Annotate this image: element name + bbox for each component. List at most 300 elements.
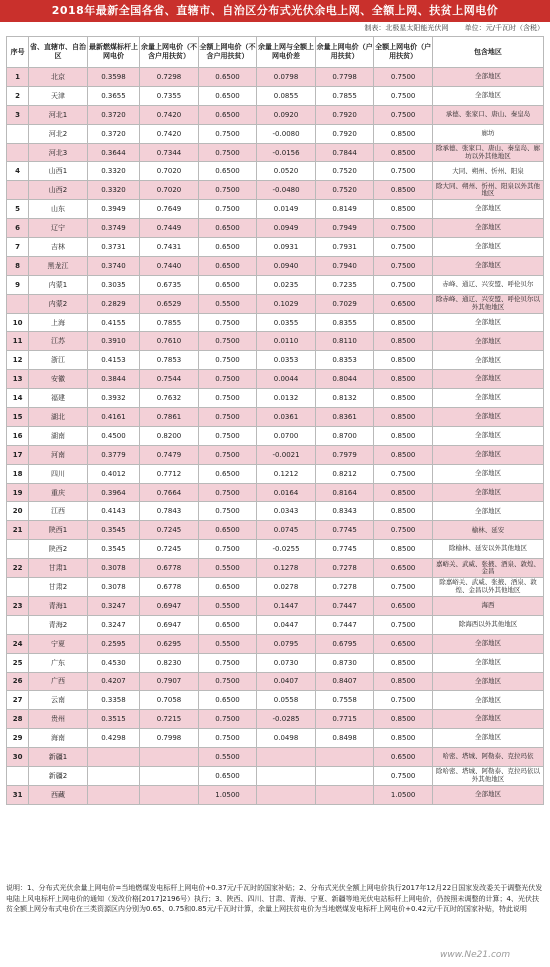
surplus-price: 0.6295 bbox=[140, 634, 199, 653]
area-text: 全部地区 bbox=[432, 68, 543, 87]
coal-price: 0.3720 bbox=[87, 124, 139, 143]
surplus-price: 0.6778 bbox=[140, 559, 199, 578]
coal-price: 0.3598 bbox=[87, 68, 139, 87]
table-row bbox=[7, 332, 544, 351]
row-number: 15 bbox=[7, 408, 29, 427]
price-diff: 0.0931 bbox=[257, 238, 316, 257]
surplus-poverty-price: 0.8164 bbox=[315, 483, 374, 502]
full-price: 0.5500 bbox=[198, 748, 257, 767]
row-number bbox=[7, 540, 29, 559]
price-diff: 0.0355 bbox=[257, 313, 316, 332]
province-name: 新疆2 bbox=[29, 766, 88, 785]
price-diff: -0.0080 bbox=[257, 124, 316, 143]
coal-price: 0.3247 bbox=[87, 615, 139, 634]
table-row bbox=[7, 578, 544, 597]
surplus-poverty-price: 0.7278 bbox=[315, 559, 374, 578]
price-diff: 0.0795 bbox=[257, 634, 316, 653]
table-row bbox=[7, 748, 544, 767]
coal-price: 0.3358 bbox=[87, 691, 139, 710]
full-poverty-price: 0.7500 bbox=[374, 256, 433, 275]
surplus-price: 0.7245 bbox=[140, 521, 199, 540]
price-diff: 0.1212 bbox=[257, 464, 316, 483]
header-surplus-poverty: 余量上网电价（户用扶贫） bbox=[315, 37, 374, 68]
province-name: 新疆1 bbox=[29, 748, 88, 767]
surplus-price: 0.7855 bbox=[140, 313, 199, 332]
surplus-price: 0.7344 bbox=[140, 143, 199, 162]
row-number bbox=[7, 143, 29, 162]
surplus-price: 0.7449 bbox=[140, 219, 199, 238]
price-diff: 0.0520 bbox=[257, 162, 316, 181]
full-poverty-price: 0.8500 bbox=[374, 332, 433, 351]
row-number bbox=[7, 181, 29, 200]
coal-price: 0.2595 bbox=[87, 634, 139, 653]
full-poverty-price: 0.8500 bbox=[374, 729, 433, 748]
area-text: 全部地区 bbox=[432, 445, 543, 464]
province-name: 陕西1 bbox=[29, 521, 88, 540]
table-row bbox=[7, 521, 544, 540]
province-name: 西藏 bbox=[29, 785, 88, 804]
full-price: 0.7500 bbox=[198, 483, 257, 502]
row-number: 16 bbox=[7, 426, 29, 445]
coal-price bbox=[87, 748, 139, 767]
electricity-price-table bbox=[6, 36, 544, 805]
full-poverty-price: 0.7500 bbox=[374, 275, 433, 294]
surplus-poverty-price: 0.7520 bbox=[315, 181, 374, 200]
area-text: 全部地区 bbox=[432, 332, 543, 351]
surplus-poverty-price: 0.7940 bbox=[315, 256, 374, 275]
surplus-price: 0.7215 bbox=[140, 710, 199, 729]
full-poverty-price: 0.8500 bbox=[374, 200, 433, 219]
table-row bbox=[7, 672, 544, 691]
surplus-price: 0.7420 bbox=[140, 124, 199, 143]
full-price: 0.6500 bbox=[198, 521, 257, 540]
surplus-poverty-price: 0.8407 bbox=[315, 672, 374, 691]
coal-price: 0.3655 bbox=[87, 86, 139, 105]
surplus-price: 0.7058 bbox=[140, 691, 199, 710]
surplus-price: 0.7907 bbox=[140, 672, 199, 691]
full-price: 0.7500 bbox=[198, 502, 257, 521]
province-name: 安徽 bbox=[29, 370, 88, 389]
row-number: 7 bbox=[7, 238, 29, 257]
full-price: 0.6500 bbox=[198, 256, 257, 275]
price-diff bbox=[257, 766, 316, 785]
area-text: 廊坊 bbox=[432, 124, 543, 143]
coal-price: 0.3779 bbox=[87, 445, 139, 464]
full-poverty-price: 0.7500 bbox=[374, 238, 433, 257]
row-number: 3 bbox=[7, 105, 29, 124]
full-poverty-price: 0.8500 bbox=[374, 389, 433, 408]
full-price: 0.7500 bbox=[198, 389, 257, 408]
row-number: 30 bbox=[7, 748, 29, 767]
full-price: 1.0500 bbox=[198, 785, 257, 804]
full-price: 0.7500 bbox=[198, 445, 257, 464]
surplus-poverty-price: 0.7931 bbox=[315, 238, 374, 257]
surplus-poverty-price: 0.7745 bbox=[315, 521, 374, 540]
province-name: 黑龙江 bbox=[29, 256, 88, 275]
surplus-poverty-price: 0.7798 bbox=[315, 68, 374, 87]
surplus-price bbox=[140, 748, 199, 767]
table-row bbox=[7, 785, 544, 804]
coal-price: 0.3515 bbox=[87, 710, 139, 729]
surplus-poverty-price: 0.7979 bbox=[315, 445, 374, 464]
area-text: 全部地区 bbox=[432, 729, 543, 748]
table-row bbox=[7, 710, 544, 729]
surplus-poverty-price: 0.8110 bbox=[315, 332, 374, 351]
surplus-price bbox=[140, 785, 199, 804]
area-text: 海西 bbox=[432, 596, 543, 615]
surplus-price: 0.7861 bbox=[140, 408, 199, 427]
row-number: 14 bbox=[7, 389, 29, 408]
surplus-price: 0.7298 bbox=[140, 68, 199, 87]
area-text: 承德、张家口、唐山、秦皇岛 bbox=[432, 105, 543, 124]
full-poverty-price: 0.8500 bbox=[374, 710, 433, 729]
full-price: 0.6500 bbox=[198, 105, 257, 124]
province-name: 广西 bbox=[29, 672, 88, 691]
province-name: 天津 bbox=[29, 86, 88, 105]
full-price: 0.7500 bbox=[198, 408, 257, 427]
coal-price: 0.3964 bbox=[87, 483, 139, 502]
table-row bbox=[7, 313, 544, 332]
unit-label: 单位：元/千瓦时（含税） bbox=[464, 24, 544, 32]
header-province: 省、直辖市、自治区 bbox=[29, 37, 88, 68]
full-poverty-price: 0.6500 bbox=[374, 748, 433, 767]
coal-price: 0.3545 bbox=[87, 521, 139, 540]
full-price: 0.5500 bbox=[198, 294, 257, 313]
surplus-price: 0.6947 bbox=[140, 615, 199, 634]
price-diff: -0.0480 bbox=[257, 181, 316, 200]
province-name: 湖北 bbox=[29, 408, 88, 427]
coal-price: 0.3247 bbox=[87, 596, 139, 615]
surplus-poverty-price: 0.7447 bbox=[315, 596, 374, 615]
province-name: 辽宁 bbox=[29, 219, 88, 238]
full-poverty-price: 0.7500 bbox=[374, 219, 433, 238]
coal-price: 0.4012 bbox=[87, 464, 139, 483]
row-number: 29 bbox=[7, 729, 29, 748]
area-text: 全部地区 bbox=[432, 691, 543, 710]
full-price: 0.5500 bbox=[198, 634, 257, 653]
table-row bbox=[7, 426, 544, 445]
row-number: 24 bbox=[7, 634, 29, 653]
coal-price: 0.4500 bbox=[87, 426, 139, 445]
row-number: 12 bbox=[7, 351, 29, 370]
table-row bbox=[7, 691, 544, 710]
full-poverty-price: 0.8500 bbox=[374, 445, 433, 464]
price-diff: -0.0156 bbox=[257, 143, 316, 162]
area-text: 全部地区 bbox=[432, 238, 543, 257]
province-name: 北京 bbox=[29, 68, 88, 87]
area-text: 全部地区 bbox=[432, 219, 543, 238]
row-number bbox=[7, 615, 29, 634]
header-full-poverty: 全额上网电价（户用扶贫） bbox=[374, 37, 433, 68]
full-price: 0.5500 bbox=[198, 559, 257, 578]
province-name: 青海1 bbox=[29, 596, 88, 615]
price-diff: 0.0132 bbox=[257, 389, 316, 408]
full-poverty-price: 0.8500 bbox=[374, 540, 433, 559]
table-row bbox=[7, 596, 544, 615]
surplus-poverty-price: 0.8353 bbox=[315, 351, 374, 370]
full-poverty-price: 0.7500 bbox=[374, 464, 433, 483]
province-name: 湖南 bbox=[29, 426, 88, 445]
row-number bbox=[7, 124, 29, 143]
surplus-poverty-price: 0.8044 bbox=[315, 370, 374, 389]
full-poverty-price: 0.8500 bbox=[374, 181, 433, 200]
header-surplus-price: 余量上网电价（不含户用扶贫） bbox=[140, 37, 199, 68]
surplus-poverty-price: 0.8212 bbox=[315, 464, 374, 483]
full-poverty-price: 0.8500 bbox=[374, 313, 433, 332]
price-diff: 0.1278 bbox=[257, 559, 316, 578]
full-poverty-price: 0.6500 bbox=[374, 559, 433, 578]
full-poverty-price: 0.8500 bbox=[374, 672, 433, 691]
area-text: 全部地区 bbox=[432, 634, 543, 653]
coal-price: 0.4530 bbox=[87, 653, 139, 672]
table-row bbox=[7, 275, 544, 294]
province-name: 河南 bbox=[29, 445, 88, 464]
surplus-poverty-price: 0.7029 bbox=[315, 294, 374, 313]
surplus-price: 0.8200 bbox=[140, 426, 199, 445]
surplus-price: 0.7843 bbox=[140, 502, 199, 521]
province-name: 贵州 bbox=[29, 710, 88, 729]
full-price: 0.7500 bbox=[198, 710, 257, 729]
price-diff: 0.0798 bbox=[257, 68, 316, 87]
surplus-price: 0.7245 bbox=[140, 540, 199, 559]
row-number: 8 bbox=[7, 256, 29, 275]
price-diff: 0.1029 bbox=[257, 294, 316, 313]
area-text: 赤峰、通辽、兴安盟、呼伦贝尔 bbox=[432, 275, 543, 294]
coal-price: 0.2829 bbox=[87, 294, 139, 313]
price-diff: 0.0353 bbox=[257, 351, 316, 370]
price-diff: -0.0285 bbox=[257, 710, 316, 729]
surplus-price: 0.7431 bbox=[140, 238, 199, 257]
table-row bbox=[7, 124, 544, 143]
surplus-poverty-price: 0.8149 bbox=[315, 200, 374, 219]
header-price-diff: 余量上网与全额上网电价差 bbox=[257, 37, 316, 68]
surplus-poverty-price: 0.7558 bbox=[315, 691, 374, 710]
price-diff: 0.0235 bbox=[257, 275, 316, 294]
header-coal-price: 最新燃煤标杆上网电价 bbox=[87, 37, 139, 68]
coal-price: 0.4153 bbox=[87, 351, 139, 370]
full-price: 0.7500 bbox=[198, 540, 257, 559]
full-poverty-price: 0.8500 bbox=[374, 351, 433, 370]
row-number: 25 bbox=[7, 653, 29, 672]
full-price: 0.6500 bbox=[198, 275, 257, 294]
coal-price: 0.4143 bbox=[87, 502, 139, 521]
coal-price: 0.3731 bbox=[87, 238, 139, 257]
full-price: 0.6500 bbox=[198, 766, 257, 785]
coal-price bbox=[87, 785, 139, 804]
full-price: 0.6500 bbox=[198, 68, 257, 87]
full-price: 0.7500 bbox=[198, 332, 257, 351]
surplus-price: 0.7440 bbox=[140, 256, 199, 275]
surplus-price: 0.7664 bbox=[140, 483, 199, 502]
province-name: 广东 bbox=[29, 653, 88, 672]
coal-price: 0.3035 bbox=[87, 275, 139, 294]
surplus-price: 0.7479 bbox=[140, 445, 199, 464]
price-diff: 0.1447 bbox=[257, 596, 316, 615]
coal-price: 0.3740 bbox=[87, 256, 139, 275]
full-poverty-price: 0.6500 bbox=[374, 294, 433, 313]
full-price: 0.7500 bbox=[198, 124, 257, 143]
full-poverty-price: 0.7500 bbox=[374, 68, 433, 87]
table-row bbox=[7, 540, 544, 559]
area-text: 全部地区 bbox=[432, 426, 543, 445]
full-poverty-price: 1.0500 bbox=[374, 785, 433, 804]
full-poverty-price: 0.7500 bbox=[374, 105, 433, 124]
price-diff: 0.0855 bbox=[257, 86, 316, 105]
province-name: 山东 bbox=[29, 200, 88, 219]
price-diff: 0.0700 bbox=[257, 426, 316, 445]
table-row bbox=[7, 483, 544, 502]
province-name: 内蒙2 bbox=[29, 294, 88, 313]
row-number bbox=[7, 294, 29, 313]
price-diff bbox=[257, 748, 316, 767]
coal-price: 0.3320 bbox=[87, 162, 139, 181]
table-row bbox=[7, 370, 544, 389]
province-name: 甘肃2 bbox=[29, 578, 88, 597]
area-text: 全部地区 bbox=[432, 313, 543, 332]
full-poverty-price: 0.8500 bbox=[374, 653, 433, 672]
full-poverty-price: 0.7500 bbox=[374, 521, 433, 540]
table-row bbox=[7, 238, 544, 257]
full-price: 0.7500 bbox=[198, 370, 257, 389]
table-row bbox=[7, 219, 544, 238]
coal-price: 0.3078 bbox=[87, 578, 139, 597]
price-diff: 0.0164 bbox=[257, 483, 316, 502]
full-poverty-price: 0.8500 bbox=[374, 483, 433, 502]
area-text: 除赤峰、通辽、兴安盟、呼伦贝尔以外其他地区 bbox=[432, 294, 543, 313]
price-diff: 0.0730 bbox=[257, 653, 316, 672]
surplus-poverty-price bbox=[315, 785, 374, 804]
full-price: 0.6500 bbox=[198, 238, 257, 257]
row-number: 22 bbox=[7, 559, 29, 578]
table-row bbox=[7, 502, 544, 521]
province-name: 宁夏 bbox=[29, 634, 88, 653]
surplus-poverty-price: 0.7520 bbox=[315, 162, 374, 181]
price-diff: 0.0447 bbox=[257, 615, 316, 634]
full-poverty-price: 0.7500 bbox=[374, 162, 433, 181]
row-number: 18 bbox=[7, 464, 29, 483]
price-diff: 0.0920 bbox=[257, 105, 316, 124]
coal-price: 0.3844 bbox=[87, 370, 139, 389]
row-number: 26 bbox=[7, 672, 29, 691]
row-number: 23 bbox=[7, 596, 29, 615]
row-number: 11 bbox=[7, 332, 29, 351]
full-poverty-price: 0.7500 bbox=[374, 691, 433, 710]
table-body bbox=[7, 68, 544, 805]
table-row bbox=[7, 615, 544, 634]
table-row bbox=[7, 464, 544, 483]
table-row bbox=[7, 143, 544, 162]
surplus-poverty-price: 0.7844 bbox=[315, 143, 374, 162]
area-text: 除海西以外其他地区 bbox=[432, 615, 543, 634]
province-name: 四川 bbox=[29, 464, 88, 483]
area-text: 除榆林、延安以外其他地区 bbox=[432, 540, 543, 559]
table-row bbox=[7, 653, 544, 672]
price-diff: 0.0745 bbox=[257, 521, 316, 540]
surplus-price: 0.6735 bbox=[140, 275, 199, 294]
area-text: 除承德、张家口、唐山、秦皇岛、廊坊以外其他地区 bbox=[432, 143, 543, 162]
table-row bbox=[7, 634, 544, 653]
area-text: 全部地区 bbox=[432, 200, 543, 219]
province-name: 江西 bbox=[29, 502, 88, 521]
surplus-poverty-price: 0.7920 bbox=[315, 105, 374, 124]
surplus-poverty-price: 0.7235 bbox=[315, 275, 374, 294]
coal-price: 0.3932 bbox=[87, 389, 139, 408]
full-poverty-price: 0.7500 bbox=[374, 615, 433, 634]
table-row bbox=[7, 389, 544, 408]
table-row bbox=[7, 256, 544, 275]
province-name: 山西2 bbox=[29, 181, 88, 200]
province-name: 河北1 bbox=[29, 105, 88, 124]
maker-label: 制表：北极星太阳能光伏网 bbox=[364, 24, 449, 32]
full-price: 0.7500 bbox=[198, 672, 257, 691]
table-row bbox=[7, 559, 544, 578]
table-row bbox=[7, 162, 544, 181]
price-diff: 0.0498 bbox=[257, 729, 316, 748]
price-diff: 0.0361 bbox=[257, 408, 316, 427]
full-price: 0.6500 bbox=[198, 464, 257, 483]
area-text: 除哈密、塔城、阿勒泰、克拉玛依以外其他地区 bbox=[432, 766, 543, 785]
full-poverty-price: 0.8500 bbox=[374, 370, 433, 389]
province-name: 内蒙1 bbox=[29, 275, 88, 294]
full-poverty-price: 0.6500 bbox=[374, 634, 433, 653]
full-poverty-price: 0.8500 bbox=[374, 143, 433, 162]
province-name: 浙江 bbox=[29, 351, 88, 370]
surplus-poverty-price: 0.7855 bbox=[315, 86, 374, 105]
coal-price: 0.3949 bbox=[87, 200, 139, 219]
coal-price: 0.3720 bbox=[87, 105, 139, 124]
province-name: 吉林 bbox=[29, 238, 88, 257]
province-name: 河北3 bbox=[29, 143, 88, 162]
coal-price: 0.3910 bbox=[87, 332, 139, 351]
full-poverty-price: 0.8500 bbox=[374, 408, 433, 427]
surplus-price: 0.7649 bbox=[140, 200, 199, 219]
full-poverty-price: 0.8500 bbox=[374, 502, 433, 521]
area-text: 全部地区 bbox=[432, 672, 543, 691]
surplus-price: 0.7020 bbox=[140, 162, 199, 181]
surplus-poverty-price: 0.7278 bbox=[315, 578, 374, 597]
surplus-poverty-price: 0.7920 bbox=[315, 124, 374, 143]
header-no: 序号 bbox=[7, 37, 29, 68]
surplus-price: 0.7712 bbox=[140, 464, 199, 483]
row-number: 1 bbox=[7, 68, 29, 87]
full-price: 0.6500 bbox=[198, 86, 257, 105]
row-number bbox=[7, 578, 29, 597]
area-text: 全部地区 bbox=[432, 710, 543, 729]
coal-price bbox=[87, 766, 139, 785]
area-text: 全部地区 bbox=[432, 464, 543, 483]
coal-price: 0.4207 bbox=[87, 672, 139, 691]
table-row bbox=[7, 351, 544, 370]
price-diff: -0.0255 bbox=[257, 540, 316, 559]
province-name: 青海2 bbox=[29, 615, 88, 634]
full-poverty-price: 0.8500 bbox=[374, 426, 433, 445]
surplus-poverty-price bbox=[315, 748, 374, 767]
row-number: 9 bbox=[7, 275, 29, 294]
area-text: 全部地区 bbox=[432, 408, 543, 427]
province-name: 重庆 bbox=[29, 483, 88, 502]
price-diff bbox=[257, 785, 316, 804]
header-full-price: 全额上网电价（不含户用扶贫） bbox=[198, 37, 257, 68]
surplus-poverty-price: 0.8498 bbox=[315, 729, 374, 748]
province-name: 江苏 bbox=[29, 332, 88, 351]
surplus-price: 0.7610 bbox=[140, 332, 199, 351]
surplus-poverty-price: 0.8361 bbox=[315, 408, 374, 427]
province-name: 云南 bbox=[29, 691, 88, 710]
table-row bbox=[7, 445, 544, 464]
row-number: 6 bbox=[7, 219, 29, 238]
area-text: 全部地区 bbox=[432, 785, 543, 804]
coal-price: 0.3078 bbox=[87, 559, 139, 578]
